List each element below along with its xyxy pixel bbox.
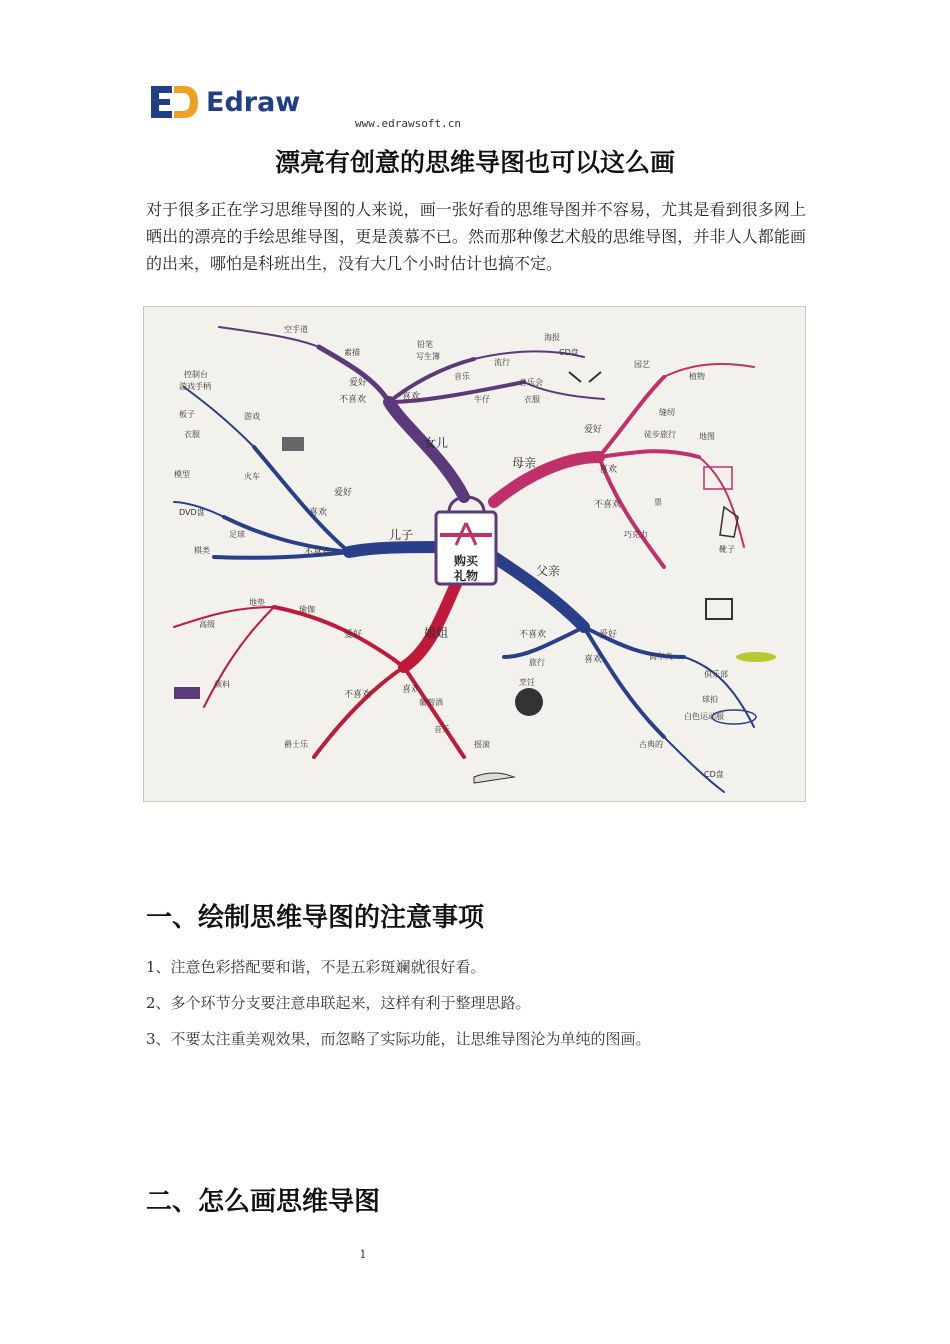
leaf-label: 游戏手柄 <box>179 382 211 391</box>
leaf-label: 音乐 <box>454 372 470 381</box>
page-title: 漂亮有创意的思维导图也可以这么画 <box>274 148 675 177</box>
leaf-label: 缝纫 <box>659 408 675 417</box>
leaf-label: 素描 <box>344 348 360 357</box>
leaf-label: 音乐会 <box>519 378 543 387</box>
sub-label: 爱好 <box>344 630 363 640</box>
list-item: 1、注意色彩搭配要和谐，不是五彩斑斓就很好看。 <box>146 958 486 976</box>
leaf-label: 衣服 <box>524 395 540 404</box>
mind-map-figure <box>143 306 806 802</box>
sub-label: 不喜欢 <box>519 630 547 640</box>
leaf-label: 地垫 <box>249 598 265 607</box>
leaf-label: 衣服 <box>184 430 200 439</box>
leaf-label: 烹饪 <box>519 678 535 687</box>
sub-label: 喜欢 <box>402 392 421 402</box>
leaf-label: 巧克力 <box>624 530 648 539</box>
center-label-2: 礼物 <box>453 569 479 583</box>
logo-text: Edraw <box>206 86 301 118</box>
leaf-label: 控制台 <box>184 370 208 379</box>
leaf-label: 白色运动服 <box>684 712 724 721</box>
section2-heading: 二、怎么画思维导图 <box>146 1187 381 1217</box>
leaf-label: 爵士乐 <box>284 740 308 749</box>
pencil-icon <box>569 372 601 382</box>
branch-label-father: 父亲 <box>536 564 561 578</box>
section1-heading: 一、绘制思维导图的注意事项 <box>146 903 485 933</box>
edraw-logo-icon <box>148 83 200 121</box>
leaf-label: 铅笔 <box>417 340 433 349</box>
paint-tube-icon <box>174 687 200 699</box>
leaf-label: 徒步旅行 <box>644 430 676 439</box>
leaf-label: 高尔夫 <box>649 652 673 661</box>
edraw-logo <box>148 82 300 122</box>
sub-label: 爱好 <box>349 378 368 388</box>
leaf-label: 票 <box>654 498 662 507</box>
golf-icon <box>736 652 776 662</box>
sub-label: 喜欢 <box>402 685 421 695</box>
leaf-label: 俱乐部 <box>704 670 728 679</box>
leaf-label: 棋类 <box>194 546 210 555</box>
leaf-label: 高级 <box>199 620 215 629</box>
sub-label: 爱好 <box>599 630 618 640</box>
leaf-label: CD盘 <box>704 770 724 779</box>
leaf-label: 葡萄酒 <box>419 698 443 707</box>
leaf-label: 靴子 <box>719 545 735 554</box>
notes-list <box>146 952 651 1060</box>
boot-icon <box>720 507 738 537</box>
leaf-label: 牛仔 <box>474 395 490 404</box>
leaf-label: CD盘 <box>559 348 579 357</box>
branch-label-sister: 姐姐 <box>424 626 449 640</box>
leaf-label: 地图 <box>699 432 715 441</box>
leaf-label: 旅行 <box>529 658 545 667</box>
list-item: 2、多个环节分支要注意串联起来，这样有利于整理思路。 <box>146 994 531 1012</box>
leaf-label: 园艺 <box>634 360 650 369</box>
sub-label: 爱好 <box>584 425 603 435</box>
leaf-label: 游戏 <box>244 412 260 421</box>
leaf-label: 板子 <box>179 410 195 419</box>
sub-label: 不喜欢 <box>344 690 372 700</box>
sub-label: 喜欢 <box>309 508 328 518</box>
site-url[interactable]: www.edrawsoft.cn <box>355 117 461 130</box>
leaf-label: 模型 <box>174 470 190 479</box>
leaf-label: 空手道 <box>284 325 308 334</box>
leaf-label: 火车 <box>244 472 260 481</box>
leaf-label: 摇滚 <box>474 740 490 749</box>
leaf-label: 球拍 <box>702 695 718 704</box>
intro-paragraph: 对于很多正在学习思维导图的人来说，画一张好看的思维导图并不容易，尤其是看到很多网上晒出的漂亮的手绘思维导图，更是羡慕不已。然而那种像艺术般的思维导图，并非人人都能画的出来，哪怕是科班出生，没有大几个小时估计也搞不定。 <box>146 200 806 273</box>
leaf-label: 写生簿 <box>416 352 440 361</box>
leaf-label: 植物 <box>689 372 705 381</box>
sub-label: 喜欢 <box>584 655 603 665</box>
center-label-1: 购买 <box>453 554 479 568</box>
leaf-label: 瑜伽 <box>299 605 315 614</box>
branch-label-daughter: 女儿 <box>424 436 449 450</box>
radio-icon <box>706 599 732 619</box>
leaf-label: 古典的 <box>639 740 663 749</box>
leaf-label: DVD盘 <box>179 508 205 517</box>
leaf-label: 流行 <box>494 358 510 367</box>
book-icon <box>474 773 514 783</box>
mind-map-drawing <box>144 307 805 801</box>
leaf-label: 海报 <box>544 333 560 342</box>
leaf-label: 颜料 <box>214 680 230 689</box>
branch-label-mother: 母亲 <box>512 456 537 470</box>
leaf-label: 足球 <box>229 530 245 539</box>
sub-label: 喜欢 <box>599 465 618 475</box>
sub-label: 不喜欢 <box>339 395 367 405</box>
sub-label: 不喜欢 <box>304 548 332 558</box>
branch-label-son: 儿子 <box>389 528 414 542</box>
leaf-label: 音乐 <box>434 725 450 734</box>
sub-label: 不喜欢 <box>594 500 622 510</box>
list-item: 3、不要太注重美观效果，而忽略了实际功能，让思维导图沦为单纯的图画。 <box>146 1030 651 1048</box>
sub-label: 爱好 <box>334 488 353 498</box>
gameboard-icon <box>282 437 304 451</box>
page-number: 1 <box>359 1248 367 1261</box>
camera-icon <box>515 688 543 716</box>
